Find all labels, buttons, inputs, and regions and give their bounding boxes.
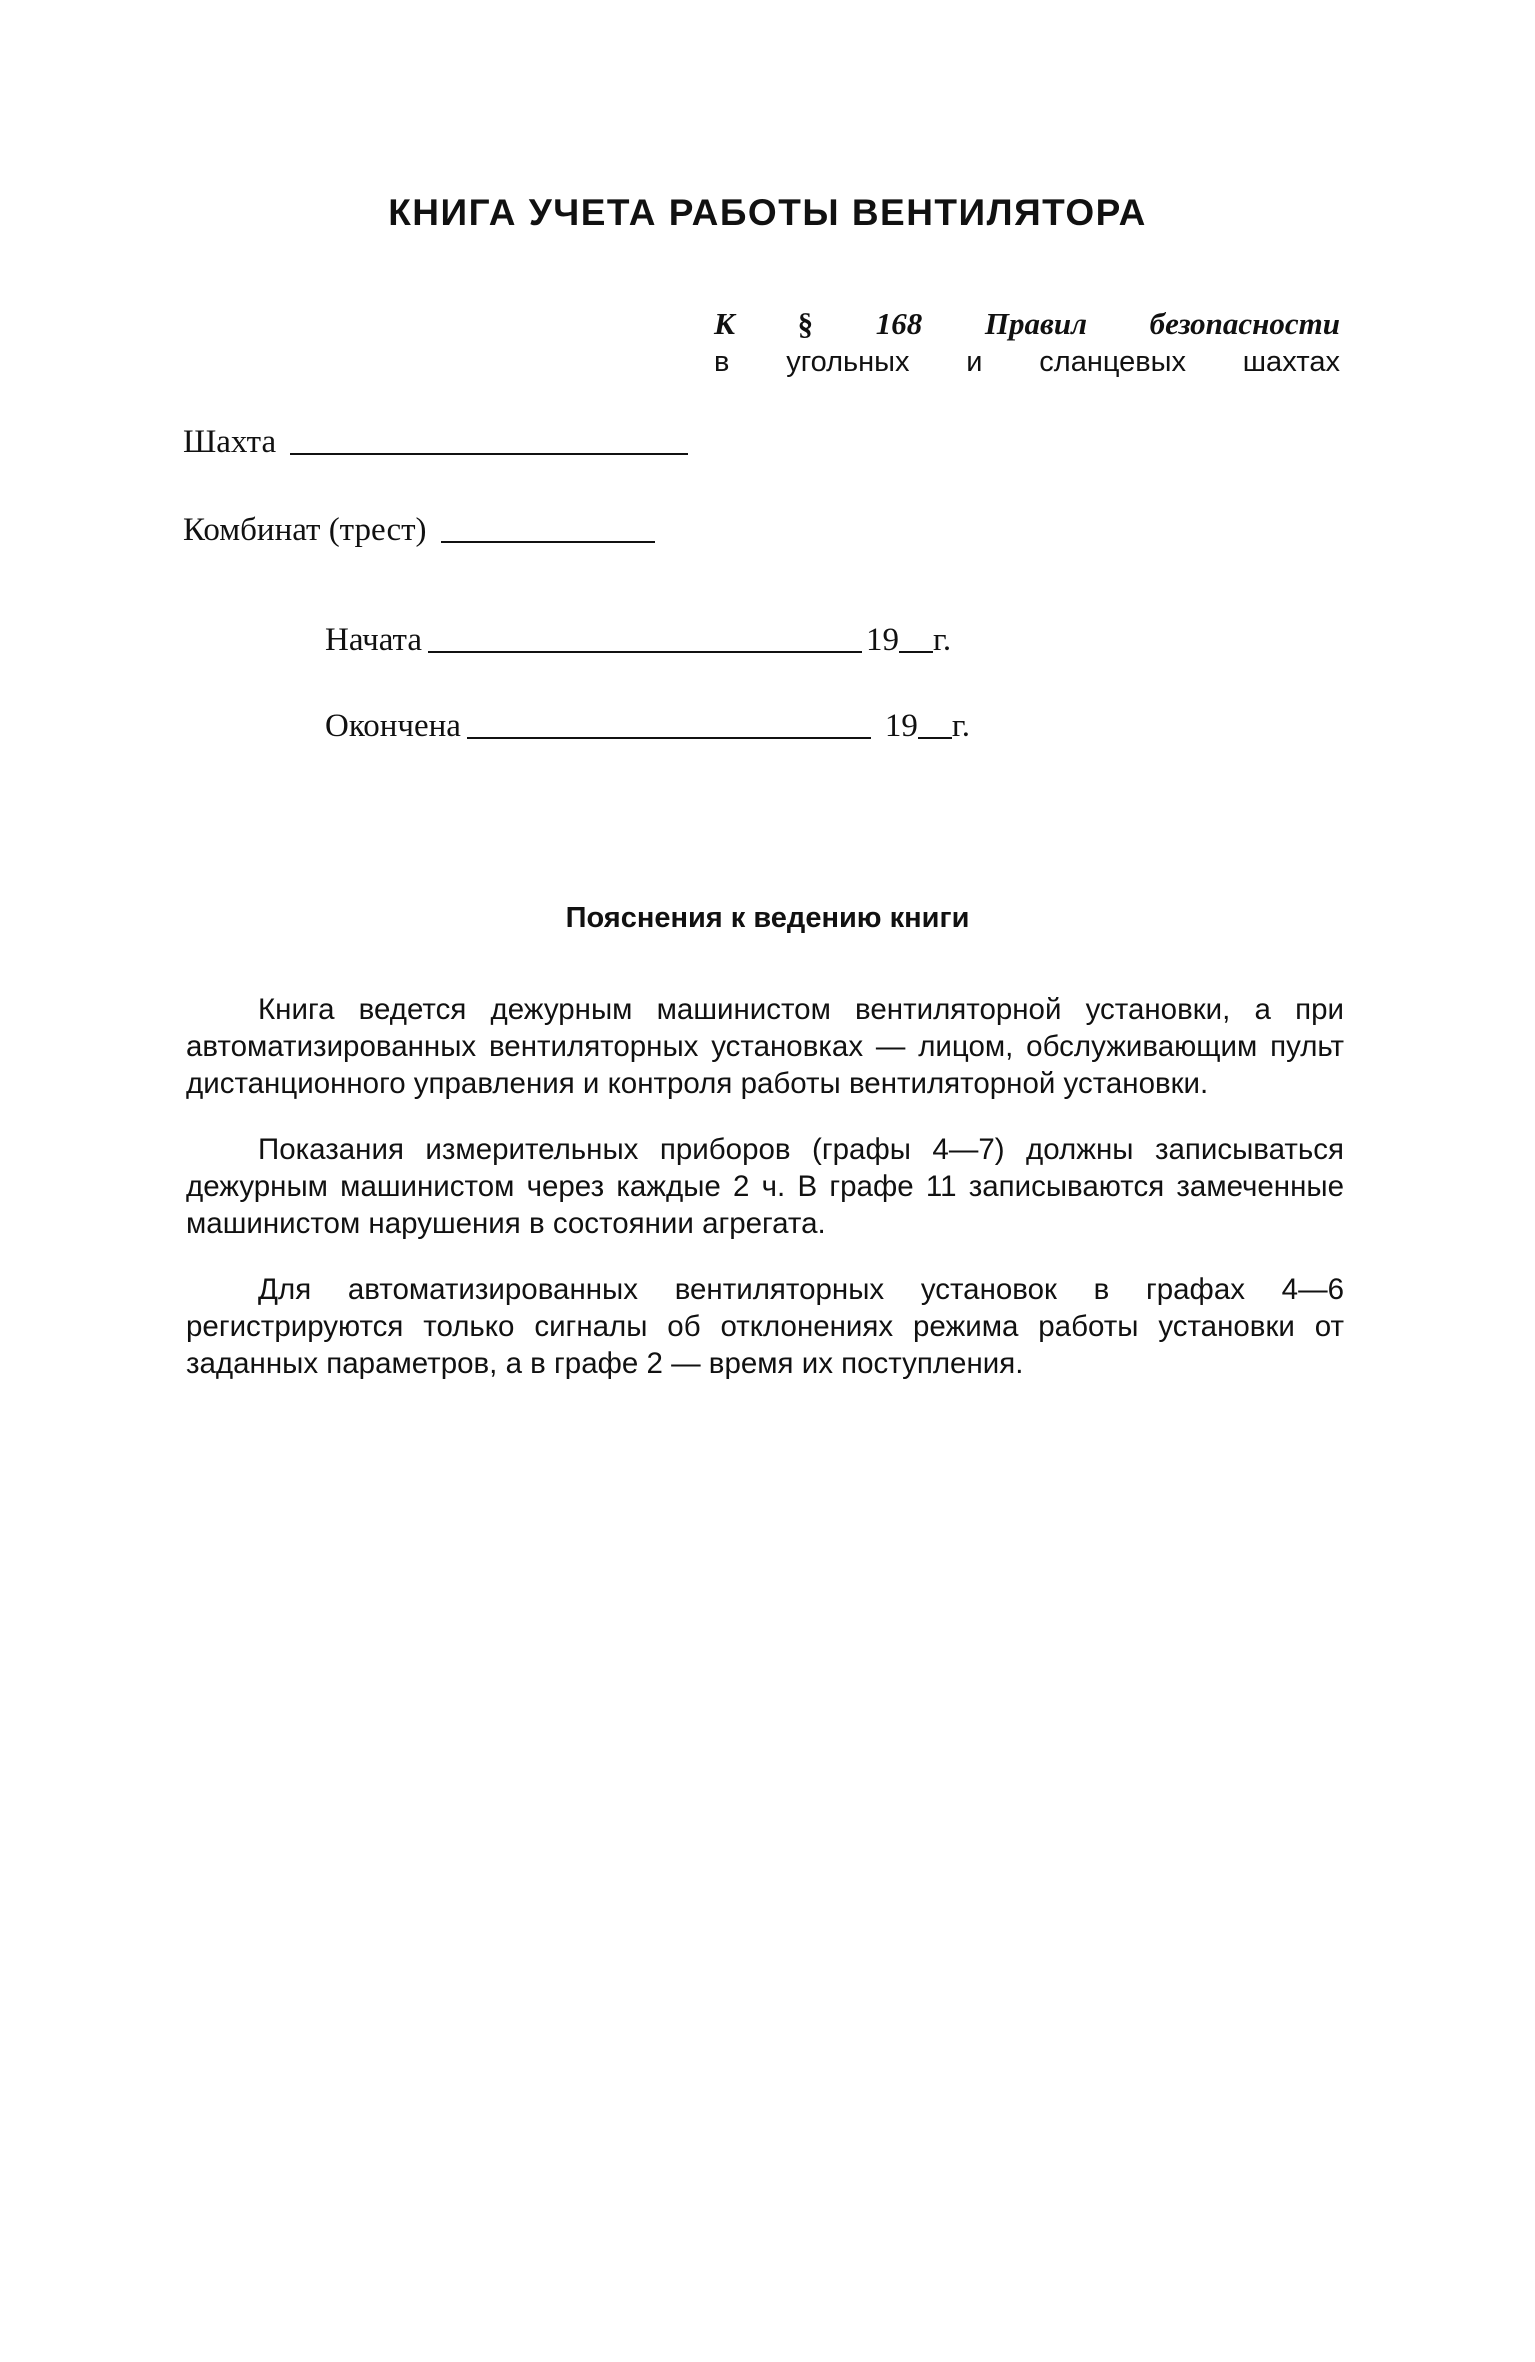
rule-reference [714, 305, 1340, 381]
rule-reference-word: К [714, 306, 736, 341]
rule-reference-word: безопасности [1149, 306, 1340, 341]
finished-year-prefix: 19 [884, 708, 918, 744]
finished-year-suffix: г. [951, 708, 970, 744]
explanation-paragraph: Для автоматизированных вентиляторных установок в графах 4—6 регистрируются только сигналы об отклонениях режима работы установки от заданных параметров, а в графе 2 — время их поступления. [186, 1273, 1344, 1380]
explanations-body [186, 991, 1344, 1411]
finished-blank-line[interactable] [467, 736, 871, 739]
rule-reference-word: сланцевых [1039, 346, 1187, 378]
rule-reference-word: угольных [786, 346, 910, 378]
started-blank-line[interactable] [428, 650, 862, 653]
mine-blank-line[interactable] [290, 452, 688, 455]
explanation-paragraph: Книга ведется дежурным машинистом вентиляторной установки, а при автоматизированных вентиляторных установках — лицом, обслуживающим пульт дистанционного управления и контроля работы вентиляторной установки. [186, 993, 1344, 1100]
explanations-heading: Пояснения к ведению книги [565, 902, 970, 934]
finished-field [325, 708, 970, 745]
combine-field [183, 512, 655, 549]
finished-year-blank[interactable] [918, 737, 952, 739]
explanation-paragraph: Показания измерительных приборов (графы 4—7) должны записываться дежурным машинистом через каждые 2 ч. В графе 11 записываются замеченные машинистом нарушения в состоянии агрегата. [186, 1133, 1344, 1240]
rule-reference-line-1 [714, 305, 1340, 343]
finished-label: Окончена [325, 708, 461, 744]
rule-reference-line-2 [714, 343, 1340, 381]
started-year-prefix: 19 [866, 622, 900, 658]
rule-reference-word: шахтах [1242, 346, 1340, 378]
started-label: Начата [325, 622, 423, 658]
started-field [325, 622, 951, 659]
rule-reference-word: в [714, 346, 730, 378]
rule-reference-word: и [966, 346, 983, 378]
mine-field [183, 424, 688, 461]
combine-label: Комбинат (трест) [183, 512, 427, 548]
mine-label: Шахта [183, 424, 277, 460]
rule-reference-word: 168 [875, 306, 923, 341]
rule-reference-word: Правил [984, 306, 1088, 341]
started-year-blank[interactable] [899, 651, 933, 653]
started-year-suffix: г. [933, 622, 952, 658]
page-title: КНИГА УЧЕТА РАБОТЫ ВЕНТИЛЯТОРА [388, 192, 1147, 233]
rule-reference-word: § [797, 306, 814, 341]
combine-blank-line[interactable] [441, 540, 655, 543]
